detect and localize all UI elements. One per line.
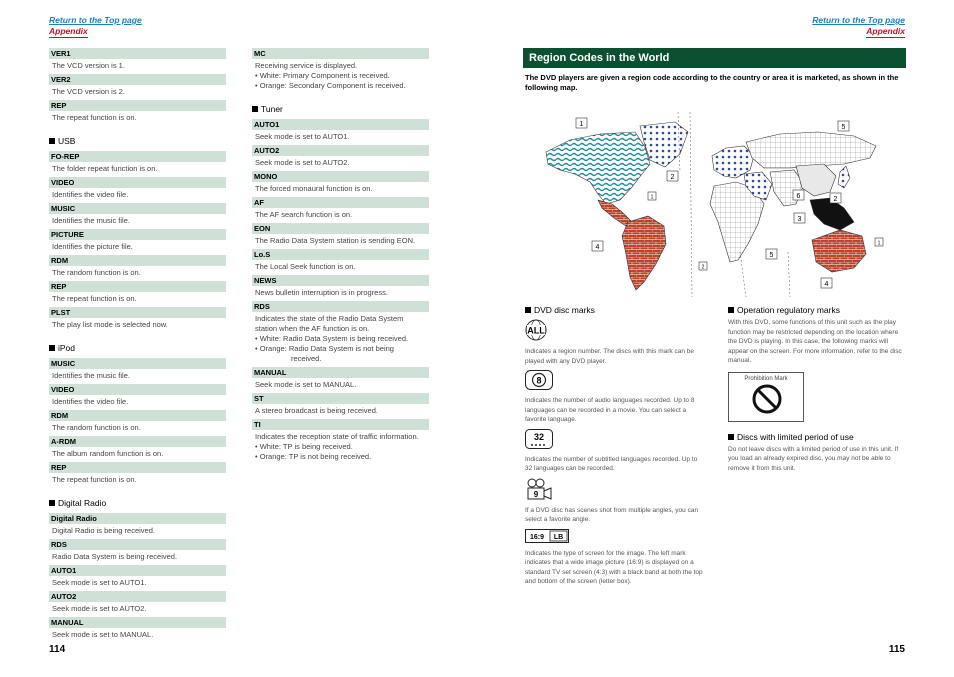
indicator-label: PICTURE <box>49 229 226 240</box>
left-column-2 <box>252 48 429 465</box>
ipod-group <box>49 358 226 488</box>
indicator-label: A-RDM <box>49 436 226 447</box>
prohibition-icon <box>729 382 805 416</box>
svg-text:8: 8 <box>536 375 542 386</box>
indicator-label: VER1 <box>49 48 226 59</box>
top-page-link-right[interactable]: Return to the Top page <box>812 15 905 25</box>
indicator-label: REP <box>49 281 226 292</box>
map-label: 2 <box>670 174 675 181</box>
page-number-right: 115 <box>888 644 905 655</box>
top-page-link[interactable]: Return to the Top page <box>49 15 142 25</box>
appendix-link-right[interactable]: Appendix <box>866 26 905 36</box>
indicator-label: MC <box>252 48 429 59</box>
operation-title: Operation regulatory marks <box>728 305 906 315</box>
subtitle-mark-desc: Indicates the number of subtitled languages recorded. Up to 32 languages can be recorded. <box>525 455 698 472</box>
map-label: 1 <box>650 194 654 201</box>
indicator-desc: The Local Seek function is on. <box>255 262 356 271</box>
operation-column <box>728 305 906 473</box>
indicator-label: VIDEO <box>49 177 226 188</box>
region-central-america <box>598 200 632 226</box>
map-label: 5 <box>841 124 846 131</box>
indicator-label: Lo.S <box>252 249 429 260</box>
indicator-desc: A stereo broadcast is being received. <box>255 406 378 415</box>
digital-radio-group <box>49 513 226 643</box>
indicator-label: AUTO2 <box>49 591 226 602</box>
indicator-desc: Identifies the video file. <box>52 397 129 406</box>
indicator-label: NEWS <box>252 275 429 286</box>
usb-section-title: USB <box>49 136 226 146</box>
indicator-desc: Identifies the music file. <box>52 216 130 225</box>
indicator-desc: The repeat function is on. <box>52 294 137 303</box>
indicator-desc: The repeat function is on. <box>52 113 137 122</box>
square-bullet-icon <box>49 345 55 351</box>
prohibition-mark-label: Prohibition Mark <box>744 375 788 382</box>
indicator-desc: The random function is on. <box>52 268 141 277</box>
map-label: 5 <box>769 252 774 259</box>
indicator-label: ST <box>252 393 429 404</box>
svg-text:9: 9 <box>533 489 539 499</box>
svg-text:32: 32 <box>533 431 545 442</box>
page-title: Region Codes in the World <box>523 48 906 68</box>
indicator-label: PLST <box>49 307 226 318</box>
indicator-desc: The VCD version is 2. <box>52 87 125 96</box>
square-bullet-icon <box>49 500 55 506</box>
screen-mark-desc: Indicates the type of screen for the image. The left mark indicates that a wide image picture (16:9) is displayed on a standard TV set screen (4:3) with a black band at both the top and bottom of the screen (letter box). <box>525 549 703 585</box>
indicator-desc: The folder repeat function is on. <box>52 164 158 173</box>
dvd-marks-title: DVD disc marks <box>525 305 705 315</box>
indicator-label: FO-REP <box>49 151 226 162</box>
indicator-label: RDS <box>252 301 429 312</box>
region-australia <box>812 230 866 272</box>
square-bullet-icon <box>49 138 55 144</box>
indicator-label: MANUAL <box>49 617 226 628</box>
indicator-desc: The album random function is on. <box>52 449 164 458</box>
indicator-desc: Seek mode is set to AUTO2. <box>52 604 147 613</box>
map-label: 1 <box>877 240 881 247</box>
limited-period-title: Discs with limited period of use <box>728 432 906 442</box>
indicator-label: MUSIC <box>49 358 226 369</box>
left-column-1 <box>49 48 226 643</box>
region-russia <box>746 132 876 168</box>
square-bullet-icon <box>252 106 258 112</box>
indicator-desc: Indicates the state of the Radio Data System station when the AF function is on. • White: Radio Data System is being received. • Orange: Radio Data System is not being received. <box>255 314 409 363</box>
indicator-desc: Receiving service is displayed. • White: Primary Component is received. • Orange: Secondary Component is received. <box>255 61 406 90</box>
indicator-label: MANUAL <box>252 367 429 378</box>
indicator-label: REP <box>49 100 226 111</box>
digital-radio-section-title: Digital Radio <box>49 498 226 508</box>
indicator-desc: Seek mode is set to AUTO2. <box>255 158 350 167</box>
indicator-label: MUSIC <box>49 203 226 214</box>
subtitle-languages-icon <box>525 429 553 449</box>
square-bullet-icon <box>728 307 734 313</box>
prohibition-mark-box <box>728 372 804 422</box>
usb-group <box>49 151 226 333</box>
indicator-label: AUTO1 <box>252 119 429 130</box>
dvd-marks-column <box>525 305 705 587</box>
indicator-desc: The repeat function is on. <box>52 475 137 484</box>
operation-desc: With this DVD, some functions of this unit such as the play function may be restricted depending on the location where the DVD is playing. In this case, the following marks will appear on the screen. For more information, refer to the disc manual. <box>728 319 902 364</box>
indicator-desc: The forced monaural function is on. <box>255 184 373 193</box>
svg-text:ALL: ALL <box>527 325 545 336</box>
indicator-desc: Digital Radio is being received. <box>52 526 155 535</box>
appendix-link[interactable]: Appendix <box>49 26 88 36</box>
indicator-desc: Seek mode is set to AUTO1. <box>255 132 350 141</box>
audio-languages-icon <box>525 370 553 390</box>
indicator-label: AUTO2 <box>252 145 429 156</box>
indicator-label: RDM <box>49 410 226 421</box>
indicator-label: MONO <box>252 171 429 182</box>
square-bullet-icon <box>728 434 734 440</box>
indicator-desc: Identifies the picture file. <box>52 242 133 251</box>
indicator-desc: Identifies the music file. <box>52 371 130 380</box>
screen-format-icon <box>525 529 569 543</box>
square-bullet-icon <box>525 307 531 313</box>
angle-mark-desc: If a DVD disc has scenes shot from multiple angles, you can select a favorite angle. <box>525 506 699 523</box>
indicator-desc: The Radio Data System station is sending EON. <box>255 236 416 245</box>
audio-mark-desc: Indicates the number of audio languages recorded. Up to 8 languages can be recorded in a movie. You can select a favorite language. <box>525 397 695 423</box>
map-label: 1 <box>579 121 584 128</box>
intro-text: The DVD players are given a region code according to the country or area it is marketed, as shown in the following map. <box>525 73 899 92</box>
indicator-desc: Seek mode is set to MANUAL. <box>52 630 154 639</box>
tuner-section-title: Tuner <box>252 104 429 114</box>
indicator-label: Digital Radio <box>49 513 226 524</box>
map-label: 2 <box>833 196 838 203</box>
header-right <box>812 15 905 38</box>
svg-text:LB: LB <box>553 533 564 541</box>
map-label: 2 <box>701 264 705 271</box>
region-japan <box>838 166 850 188</box>
indicator-desc: The play list mode is selected now. <box>52 320 168 329</box>
header-left <box>49 15 142 38</box>
map-label: 6 <box>796 193 801 200</box>
indicator-desc: Radio Data System is being received. <box>52 552 178 561</box>
limited-period-desc: Do not leave discs with a limited period of use in this unit. If you load an already expired disc, you may not be able to remove it from this unit. <box>728 445 899 472</box>
ipod-section-title: iPod <box>49 343 226 353</box>
indicator-desc: The random function is on. <box>52 423 141 432</box>
indicator-desc: Indicates the reception state of traffic information. • White: TP is being received. • Orange: TP is not being received. <box>255 432 419 461</box>
indicator-desc: The VCD version is 1. <box>52 61 125 70</box>
map-label: 4 <box>824 281 829 288</box>
vcd-group <box>49 48 226 126</box>
tuner-group <box>252 119 429 465</box>
map-label: 3 <box>797 216 802 223</box>
indicator-label: EON <box>252 223 429 234</box>
indicator-label: AF <box>252 197 429 208</box>
region-all-globe-icon <box>525 319 547 341</box>
indicator-desc: Seek mode is set to AUTO1. <box>52 578 147 587</box>
indicator-label: VIDEO <box>49 384 226 395</box>
indicator-desc: The AF search function is on. <box>255 210 353 219</box>
indicator-desc: Identifies the video file. <box>52 190 129 199</box>
region-south-america <box>622 216 666 290</box>
indicator-desc: Seek mode is set to MANUAL. <box>255 380 357 389</box>
region-europe <box>712 146 754 178</box>
map-label: 4 <box>595 244 600 251</box>
indicator-label: AUTO1 <box>49 565 226 576</box>
page-number-left: 114 <box>49 644 66 655</box>
indicator-label: VER2 <box>49 74 226 85</box>
indicator-label: RDS <box>49 539 226 550</box>
all-mark-desc: Indicates a region number. The discs with this mark can be played with any DVD player. <box>525 348 694 365</box>
indicator-label: RDM <box>49 255 226 266</box>
indicator-label: REP <box>49 462 226 473</box>
camera-angle-icon <box>525 478 553 500</box>
region-north-america <box>546 132 650 204</box>
indicator-label: TI <box>252 419 429 430</box>
indicator-desc: News bulletin interruption is in progress. <box>255 288 388 297</box>
region-map <box>540 112 890 297</box>
svg-text:16:9: 16:9 <box>529 533 545 541</box>
